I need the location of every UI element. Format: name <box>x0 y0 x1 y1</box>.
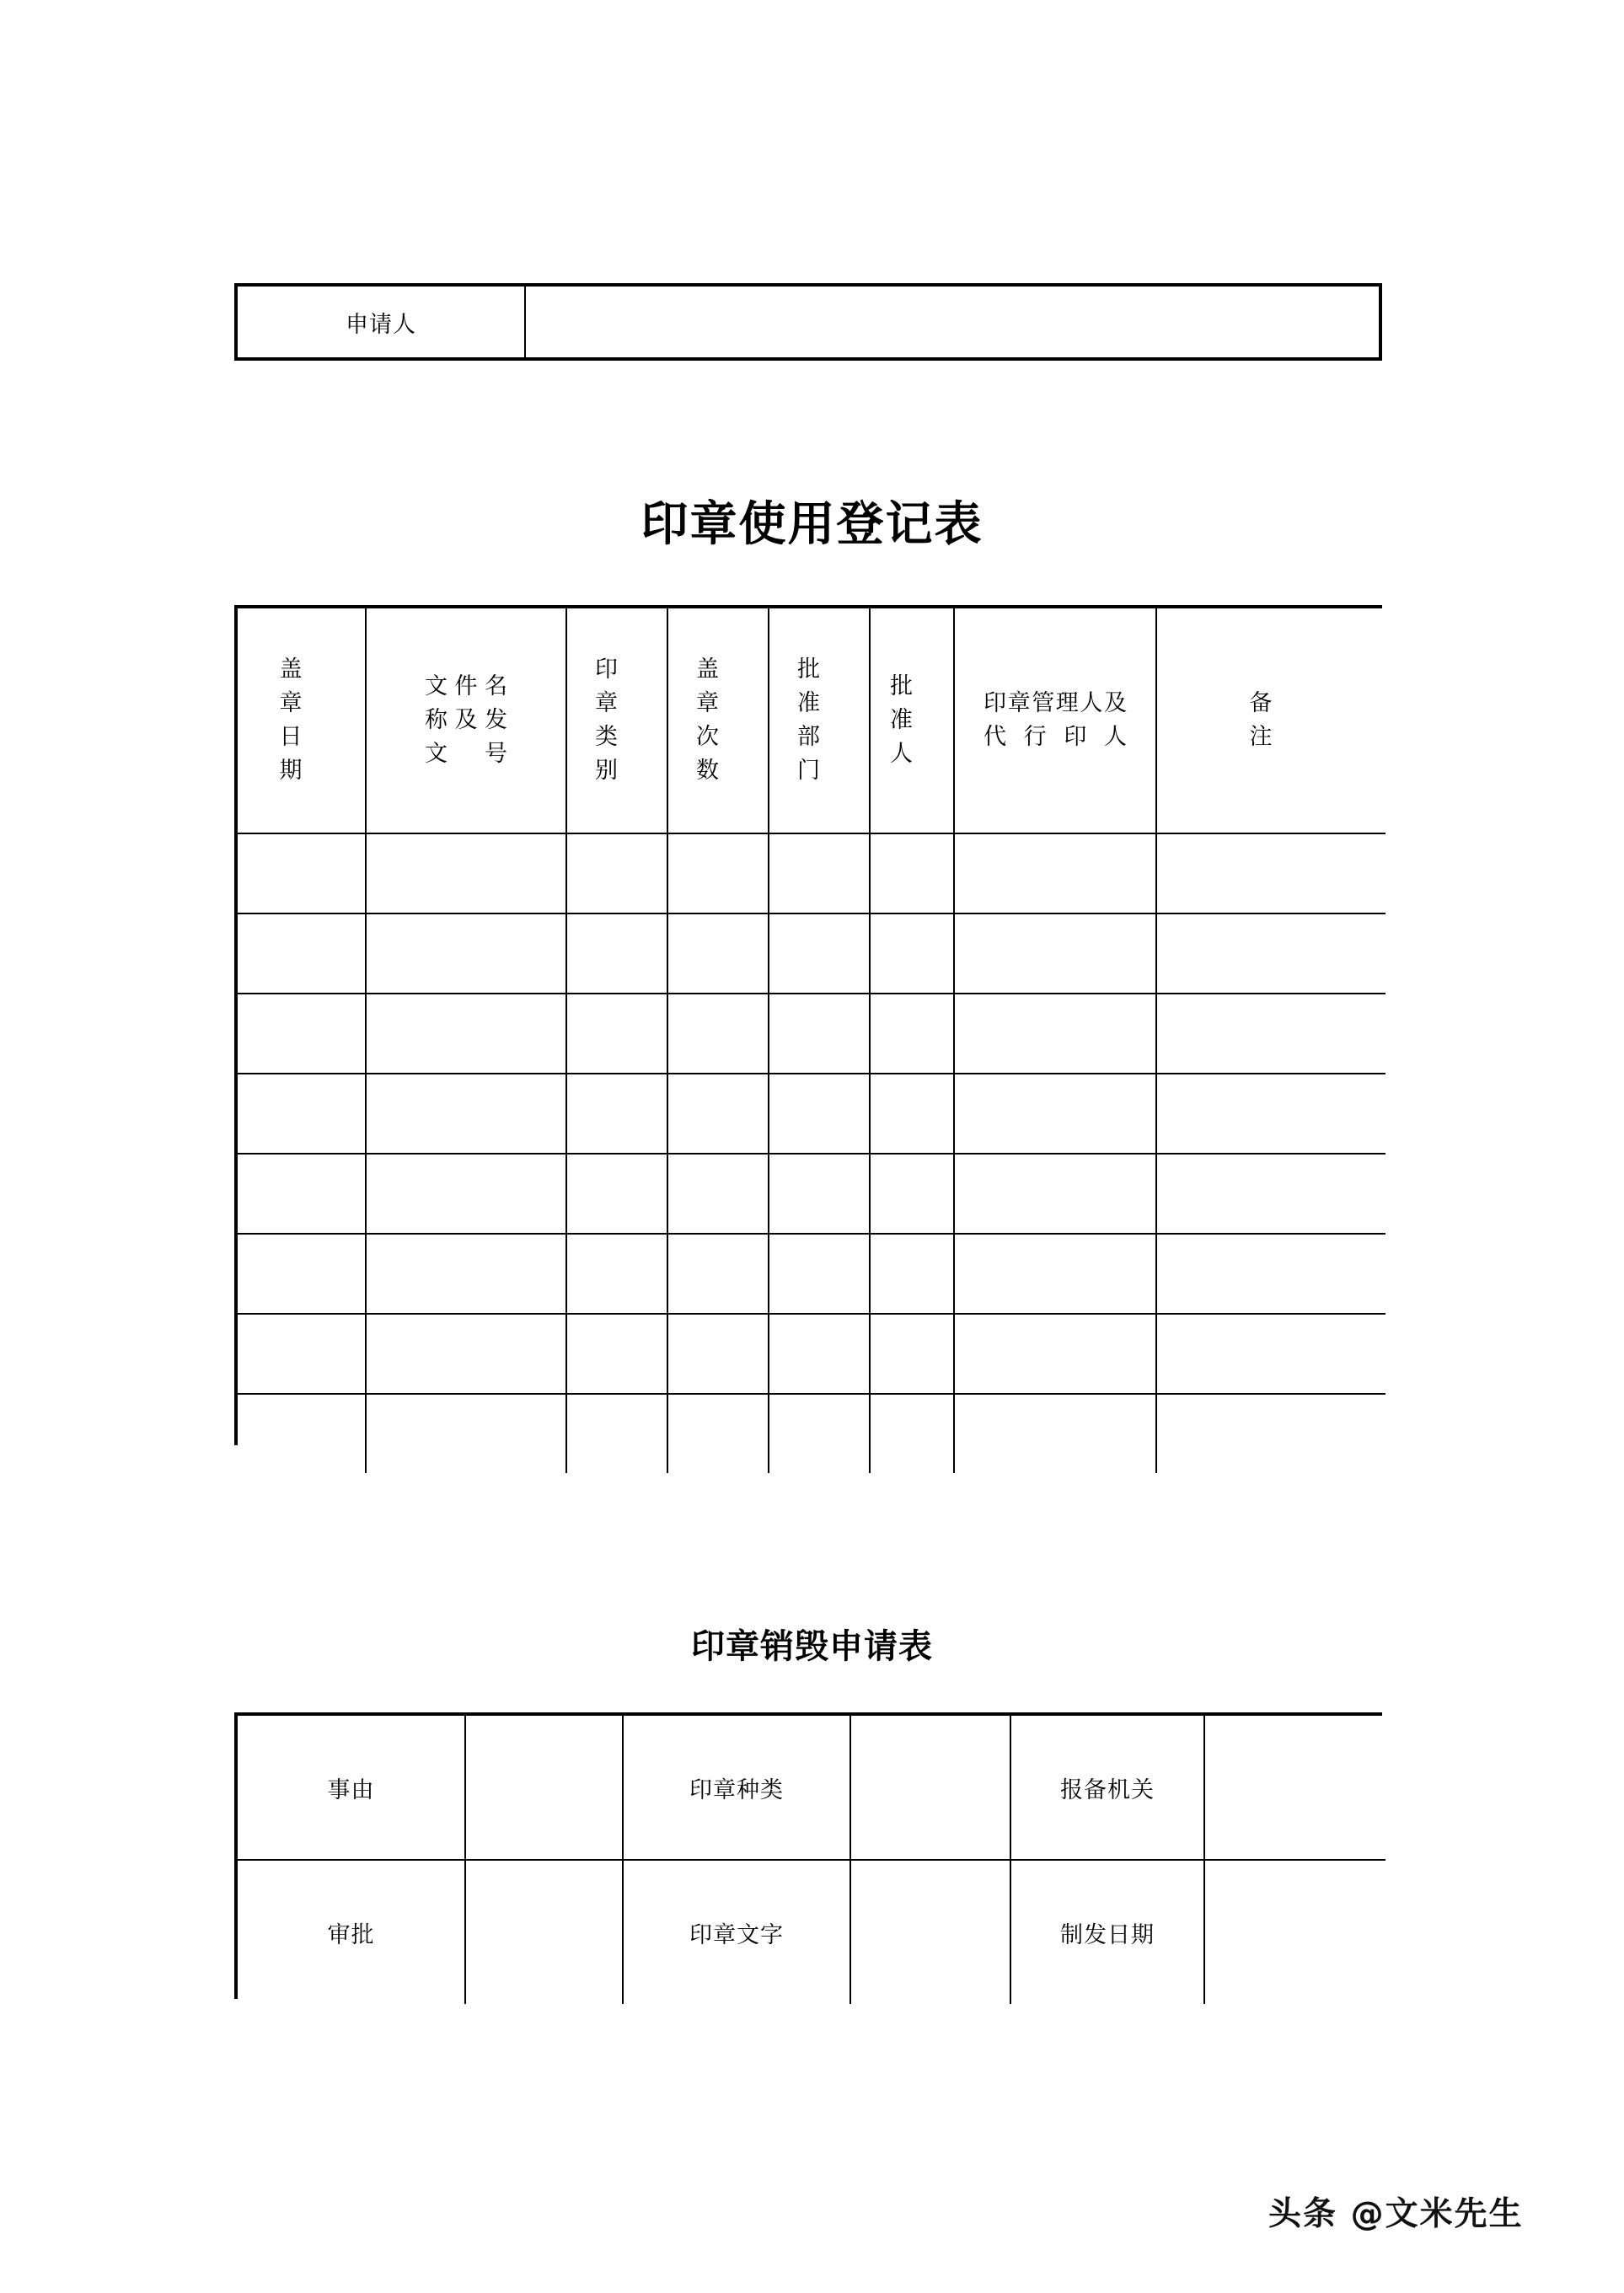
cell[interactable] <box>667 833 769 913</box>
cell[interactable] <box>566 1394 667 1473</box>
field-label: 制发日期 <box>1060 1921 1155 1947</box>
column-header-label: 文件名称及发文号 <box>425 673 507 766</box>
field-label: 印章文字 <box>689 1921 784 1947</box>
cell[interactable] <box>769 833 870 913</box>
column-header-yinzhang-leibie <box>566 608 667 833</box>
column-header-label: 批准人 <box>890 673 913 766</box>
cell[interactable] <box>954 833 1156 913</box>
cell[interactable] <box>1156 1154 1385 1234</box>
column-header-pizhunren <box>870 608 954 833</box>
cell[interactable] <box>954 994 1156 1074</box>
cell[interactable] <box>667 994 769 1074</box>
column-header-yinzhang-guanliren <box>954 608 1156 833</box>
cell[interactable] <box>667 1234 769 1314</box>
cell[interactable] <box>366 913 566 994</box>
cell[interactable] <box>566 1074 667 1154</box>
cell[interactable] <box>366 833 566 913</box>
table-row <box>238 833 1385 913</box>
cell[interactable] <box>566 994 667 1074</box>
applicant-table <box>234 283 1382 361</box>
cell[interactable] <box>566 1234 667 1314</box>
field-label: 事由 <box>327 1776 375 1803</box>
column-header-label: 盖章次数 <box>696 656 719 783</box>
cell[interactable] <box>667 913 769 994</box>
cell[interactable] <box>566 913 667 994</box>
field-label: 印章种类 <box>689 1776 784 1803</box>
cell[interactable] <box>1156 1314 1385 1394</box>
destroy-value-shiyou[interactable] <box>465 1716 623 1860</box>
cell[interactable] <box>954 1314 1156 1394</box>
cell[interactable] <box>769 1154 870 1234</box>
table-header-row <box>238 608 1385 833</box>
destroy-label-baobei-jiguan <box>1010 1716 1204 1860</box>
cell[interactable] <box>954 1234 1156 1314</box>
cell[interactable] <box>954 1074 1156 1154</box>
cell[interactable] <box>366 1154 566 1234</box>
table-row <box>238 1234 1385 1314</box>
destroy-label-shenpi <box>238 1860 465 2004</box>
destroy-value-zhifa-riqi[interactable] <box>1204 1860 1385 2004</box>
cell[interactable] <box>769 1074 870 1154</box>
field-label: 报备机关 <box>1060 1776 1155 1803</box>
cell[interactable] <box>954 1394 1156 1473</box>
destroy-label-yinzhang-zhonglei <box>623 1716 850 1860</box>
cell[interactable] <box>366 1314 566 1394</box>
cell[interactable] <box>238 1234 366 1314</box>
cell[interactable] <box>366 1234 566 1314</box>
cell[interactable] <box>566 1314 667 1394</box>
column-header-label: 印章类别 <box>595 656 618 783</box>
destroy-label-yinzhang-wenzi <box>623 1860 850 2004</box>
cell[interactable] <box>870 1394 954 1473</box>
column-header-pizhun-bumen <box>769 608 870 833</box>
cell[interactable] <box>667 1154 769 1234</box>
column-header-label: 备注 <box>1249 690 1273 749</box>
cell[interactable] <box>667 1314 769 1394</box>
column-header-gaizhang-riqi <box>238 608 366 833</box>
cell[interactable] <box>1156 833 1385 913</box>
cell[interactable] <box>366 1394 566 1473</box>
cell[interactable] <box>238 1394 366 1473</box>
cell[interactable] <box>769 1234 870 1314</box>
column-header-label: 盖章日期 <box>279 656 303 783</box>
column-header-wenjian-mingcheng <box>366 608 566 833</box>
cell[interactable] <box>1156 994 1385 1074</box>
cell[interactable] <box>1156 1394 1385 1473</box>
cell[interactable] <box>870 833 954 913</box>
column-header-beizhu <box>1156 608 1385 833</box>
table-row <box>238 1314 1385 1394</box>
cell[interactable] <box>870 1234 954 1314</box>
cell[interactable] <box>769 913 870 994</box>
cell[interactable] <box>667 1394 769 1473</box>
usage-register-table <box>234 605 1382 1445</box>
destroy-label-shiyou <box>238 1716 465 1860</box>
table-row <box>238 1074 1385 1154</box>
cell[interactable] <box>870 1154 954 1234</box>
applicant-label: 申请人 <box>346 311 416 337</box>
cell[interactable] <box>954 1154 1156 1234</box>
cell[interactable] <box>238 833 366 913</box>
cell[interactable] <box>366 994 566 1074</box>
cell[interactable] <box>667 1074 769 1154</box>
cell[interactable] <box>870 913 954 994</box>
destroy-value-shenpi[interactable] <box>465 1860 623 2004</box>
table-row <box>238 994 1385 1074</box>
cell[interactable] <box>769 1314 870 1394</box>
watermark-text: 头条 @文米先生 <box>1268 2195 1524 2233</box>
cell[interactable] <box>870 1074 954 1154</box>
cell[interactable] <box>238 994 366 1074</box>
column-header-gaizhang-cishu <box>667 608 769 833</box>
cell[interactable] <box>566 1154 667 1234</box>
destroy-value-baobei-jiguan[interactable] <box>1204 1716 1385 1860</box>
applicant-label-cell <box>238 287 525 357</box>
destroy-form-title: 印章销毁申请表 <box>691 1627 933 1665</box>
destroy-value-yinzhang-wenzi[interactable] <box>850 1860 1010 2004</box>
cell[interactable] <box>1156 913 1385 994</box>
destroy-application-table <box>234 1712 1382 1999</box>
cell[interactable] <box>769 1394 870 1473</box>
cell[interactable] <box>954 913 1156 994</box>
cell[interactable] <box>870 1314 954 1394</box>
table-row <box>238 287 1379 357</box>
cell[interactable] <box>238 1154 366 1234</box>
cell[interactable] <box>238 1074 366 1154</box>
table-row <box>238 913 1385 994</box>
field-label: 审批 <box>327 1921 375 1947</box>
usage-form-title: 印章使用登记表 <box>640 499 984 551</box>
cell[interactable] <box>238 1314 366 1394</box>
column-header-label: 印章管理人及代行印人 <box>984 690 1127 749</box>
table-row <box>238 1860 1385 2004</box>
applicant-value-cell[interactable] <box>525 287 1379 357</box>
cell[interactable] <box>366 1074 566 1154</box>
cell[interactable] <box>870 994 954 1074</box>
cell[interactable] <box>1156 1234 1385 1314</box>
cell[interactable] <box>769 994 870 1074</box>
destroy-value-yinzhang-zhonglei[interactable] <box>850 1716 1010 1860</box>
column-header-label: 批准部门 <box>797 656 820 783</box>
table-row <box>238 1394 1385 1473</box>
destroy-label-zhifa-riqi <box>1010 1860 1204 2004</box>
cell[interactable] <box>566 833 667 913</box>
cell[interactable] <box>238 913 366 994</box>
table-row <box>238 1154 1385 1234</box>
cell[interactable] <box>1156 1074 1385 1154</box>
table-row <box>238 1716 1385 1860</box>
